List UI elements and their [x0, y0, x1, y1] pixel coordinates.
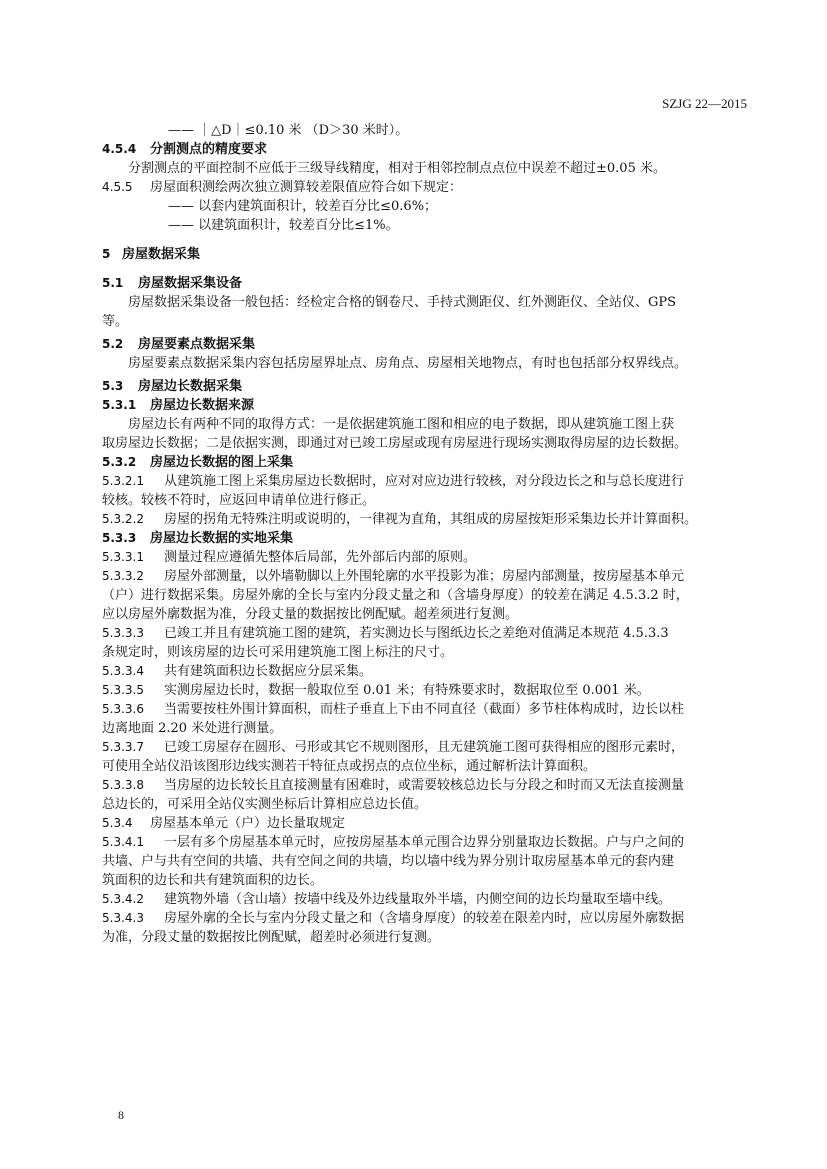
paragraph: 总边长的，可采用全站仪实测坐标后计算相应总边长值。	[102, 797, 428, 812]
clause-line	[102, 738, 742, 757]
clause-number: 5.3.4.2	[102, 892, 144, 906]
paragraph: 条规定时，则该房屋的边长可采用建筑施工图上标注的尺寸。	[102, 645, 454, 660]
subsection-number: 5.3.2	[102, 455, 137, 469]
clause-number: 5.3.2.1	[102, 474, 144, 488]
paragraph: 筑面积的边长和共有建筑面积的边长。	[102, 873, 324, 888]
paragraph: 可使用全站仪沿该图形边线实测若干特征点或拐点的点位坐标，通过解析法计算面积。	[102, 759, 597, 774]
section-heading	[102, 274, 742, 293]
clause-text: 房屋外廓的全长与室内分段丈量之和（含墙身厚度）的较差在限差内时，应以房屋外廓数据	[164, 911, 685, 926]
clause-title: 分割测点的精度要求	[150, 142, 268, 157]
clause-line	[102, 548, 742, 567]
list-item: —— 以建筑面积计，较差百分比≤1%。	[168, 218, 399, 233]
clause-line	[102, 681, 742, 700]
subsection-title: 房屋边长数据的实地采集	[150, 531, 294, 546]
document-code: SZJG 22—2015	[662, 96, 747, 111]
clause-line	[102, 567, 742, 586]
page-number: 8	[118, 1108, 124, 1122]
subsection-heading	[102, 814, 742, 833]
clause-line	[102, 510, 742, 529]
clause-number: 5.3.2.2	[102, 512, 144, 526]
clause-text: 当需要按柱外围计算面积，而柱子垂直上下由不同直径（截面）多节柱体构成时，边长以柱	[164, 702, 685, 717]
paragraph: （户）进行数据采集。房屋外廓的全长与室内分段丈量之和（含墙身厚度）的较差在满足 4.5.3.2 时，	[102, 588, 689, 603]
clause-text: 实测房屋边长时，数据一般取位至 0.01 米；有特殊要求时，数据取位至 0.001 米。	[164, 683, 650, 698]
clause-number: 4.5.4	[102, 142, 137, 156]
subsection-number: 5.3.3	[102, 531, 137, 545]
clause-line	[102, 890, 742, 909]
clause-text: 从建筑施工图上采集房屋边长数据时，应对对应边进行较核，对分段边长之和与总长度进行	[164, 474, 685, 489]
section-number: 5.1	[102, 276, 124, 290]
clause-number: 5.3.3.1	[102, 550, 144, 564]
clause-line	[102, 700, 742, 719]
clause-text: 建筑物外墙（含山墙）按墙中线及外边线量取外半墙，内侧空间的边长均量取至墙中线。	[164, 892, 672, 907]
section-number: 5.3	[102, 379, 124, 393]
paragraph: 房屋要素点数据采集内容包括房屋界址点、房角点、房屋相关地物点，有时也包括部分权界线点。	[128, 356, 688, 371]
chapter-title: 房屋数据采集	[122, 247, 201, 262]
subsection-heading	[102, 396, 742, 415]
clause-text: 当房屋的边长较长且直接测量有困难时，或需要较核总边长与分段之和时而又无法直接测量	[164, 778, 685, 793]
clause-number: 5.3.3.7	[102, 740, 144, 754]
clause-number: 5.3.3.8	[102, 778, 144, 792]
clause-line	[102, 624, 742, 643]
clause-number: 5.3.3.3	[102, 626, 144, 640]
clause-line	[102, 909, 742, 928]
clause-text: 已竣工并且有建筑施工图的建筑，若实测边长与图纸边长之差绝对值满足本规范 4.5.3.3	[164, 626, 669, 641]
subsection-number: 5.3.1	[102, 398, 137, 412]
subsection-title: 房屋边长数据的图上采集	[150, 455, 294, 470]
paragraph: 分割测点的平面控制不应低于三级导线精度，相对于相邻控制点点位中误差不超过±0.05 米。	[128, 161, 666, 176]
list-item: —— 以套内建筑面积计，较差百分比≤0.6%；	[168, 199, 438, 214]
clause-number: 5.3.3.6	[102, 702, 144, 716]
section-title: 房屋边长数据采集	[138, 379, 243, 394]
tolerance-item: —— ｜△D｜≤0.10 米 （D＞30 米时）。	[168, 123, 409, 138]
paragraph: 共墙、户与共有空间的共墙、共有空间之间的共墙，均以墙中线为界分别计取房屋基本单元的套内建	[102, 854, 675, 869]
section-heading	[102, 335, 742, 354]
section-heading	[102, 377, 742, 396]
clause-number: 5.3.3.2	[102, 569, 144, 583]
clause-text: 房屋的拐角无特殊注明或说明的，一律视为直角，其组成的房屋按矩形采集边长并计算面积。	[164, 512, 698, 527]
clause-text: 已竣工房屋存在圆形、弓形或其它不规则图形，且无建筑施工图可获得相应的图形元素时，	[164, 740, 685, 755]
section-number: 5.2	[102, 337, 124, 351]
section-title: 房屋要素点数据采集	[138, 337, 256, 352]
paragraph: 较核。较核不符时，应返回申请单位进行修正。	[102, 493, 376, 508]
paragraph: 房屋边长有两种不同的取得方式：一是依据建筑施工图和相应的电子数据，即从建筑施工图上获	[128, 417, 675, 432]
clause-line	[102, 662, 742, 681]
clause-text: 一层有多个房屋基本单元时，应按房屋基本单元围合边界分别量取边长数据。户与户之间的	[164, 835, 685, 850]
chapter-number: 5	[102, 247, 111, 261]
subsection-number: 5.3.4	[102, 816, 133, 830]
paragraph: 取房屋边长数据；二是依据实测，即通过对已竣工房屋或现有房屋进行现场实测取得房屋的边长数据。	[102, 436, 688, 451]
clause-text: 共有建筑面积边长数据应分层采集。	[164, 664, 373, 679]
clause-heading	[102, 140, 742, 159]
paragraph: 为准，分段丈量的数据按比例配赋，超差时必须进行复测。	[102, 930, 441, 945]
page-body	[102, 121, 742, 947]
subsection-heading	[102, 529, 742, 548]
section-title: 房屋数据采集设备	[138, 276, 243, 291]
subsection-title: 房屋边长数据来源	[150, 398, 255, 413]
clause-number: 5.3.4.1	[102, 835, 144, 849]
subsection-title: 房屋基本单元（户）边长量取规定	[150, 816, 346, 831]
clause-line	[102, 776, 742, 795]
clause-number: 5.3.3.4	[102, 664, 144, 678]
chapter-heading	[102, 245, 742, 264]
subsection-heading	[102, 453, 742, 472]
clause-text: 房屋外部测量，以外墙勒脚以上外围轮廓的水平投影为准；房屋内部测量，按房屋基本单元	[164, 569, 685, 584]
clause-text: 房屋面积测绘两次独立测算较差限值应符合如下规定：	[150, 180, 463, 195]
paragraph: 应以房屋外廓数据为准，分段丈量的数据按比例配赋。超差须进行复测。	[102, 607, 519, 622]
clause-line	[102, 833, 742, 852]
clause-line	[102, 178, 742, 197]
clause-text: 测量过程应遵循先整体后局部，先外部后内部的原则。	[164, 550, 477, 565]
clause-number: 5.3.4.3	[102, 911, 144, 925]
paragraph: 房屋数据采集设备一般包括：经检定合格的钢卷尺、手持式测距仪、红外测距仪、全站仪、GPS	[128, 295, 677, 310]
clause-number: 5.3.3.5	[102, 683, 144, 697]
clause-line	[102, 472, 742, 491]
paragraph: 边离地面 2.20 米处进行测量。	[102, 721, 283, 736]
clause-number: 4.5.5	[102, 180, 133, 194]
paragraph: 等。	[102, 314, 129, 329]
